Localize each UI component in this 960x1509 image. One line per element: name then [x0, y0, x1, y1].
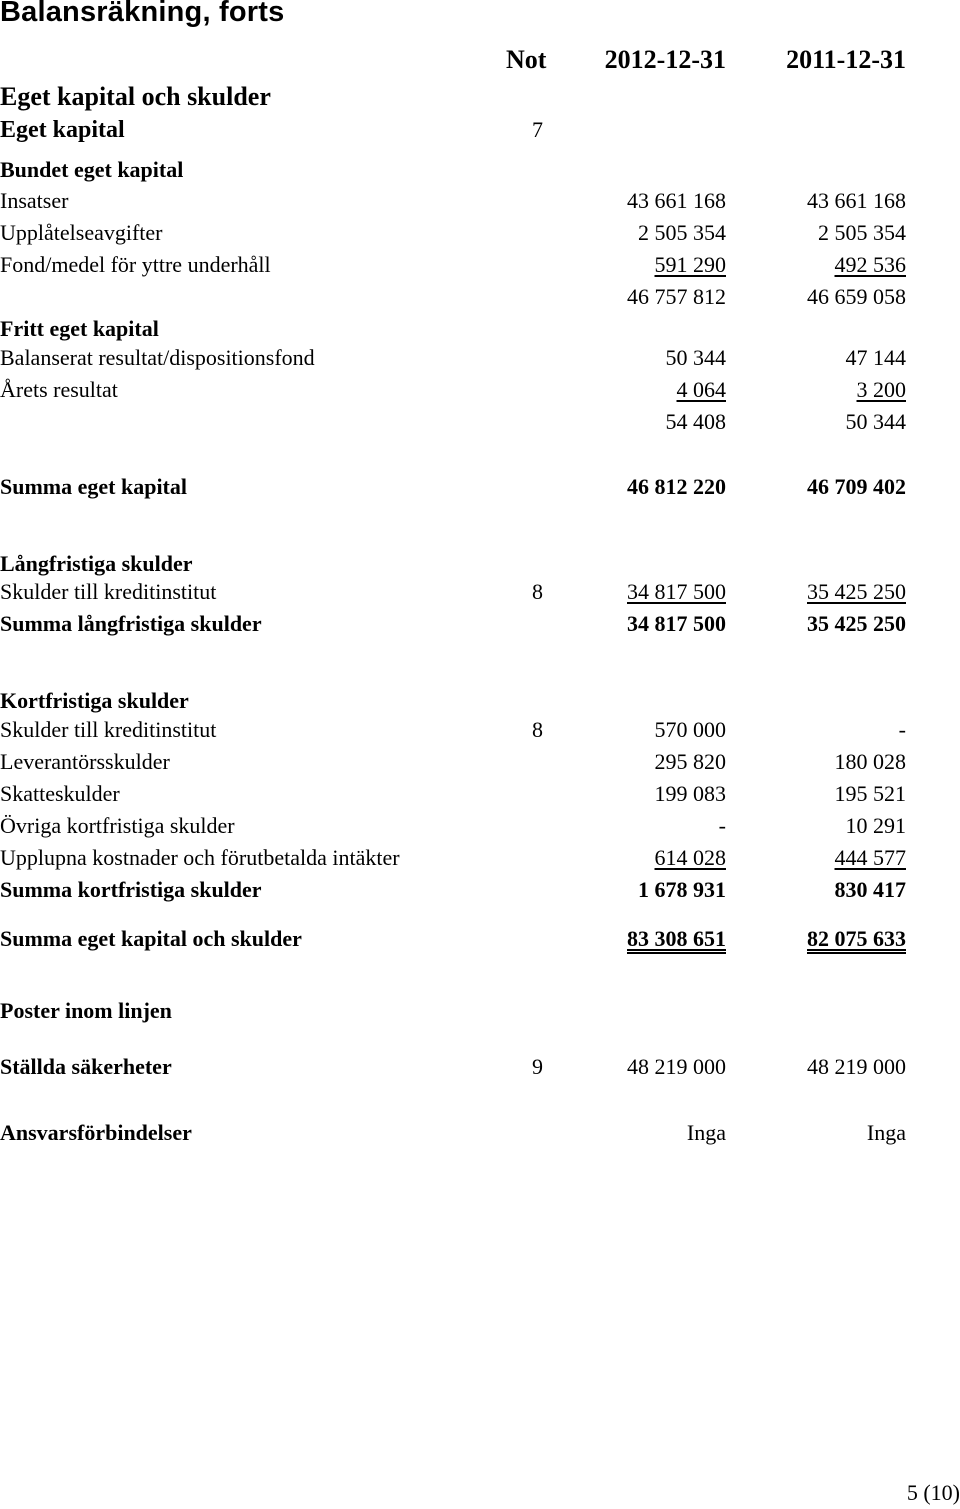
stallda-2012: 48 219 000 [627, 1054, 726, 1079]
subtotal-2011: 46 659 058 [807, 284, 906, 309]
table-row [0, 843, 960, 873]
subtotal-2011: 50 344 [845, 409, 906, 434]
row-value-2011: 492 536 [834, 252, 906, 277]
row-value-2011: 47 144 [845, 345, 906, 370]
poster-heading-row [0, 996, 960, 1026]
table-row [0, 250, 960, 280]
fritt-heading: Fritt eget kapital [0, 316, 159, 341]
subtotal-2012: 54 408 [665, 409, 726, 434]
summa-eget-kapital-label: Summa eget kapital [0, 474, 187, 499]
stallda-row [0, 1052, 960, 1082]
table-row [0, 218, 960, 248]
row-value-2012: 43 661 168 [627, 188, 726, 213]
table-row [0, 811, 960, 841]
stallda-not: 9 [532, 1054, 543, 1079]
row-label: Leverantörsskulder [0, 749, 170, 774]
row-label: Balanserat resultat/dispositionsfond [0, 345, 315, 370]
row-value-2011: 180 028 [834, 749, 906, 774]
column-header-row [0, 45, 960, 75]
column-header-not: Not [506, 45, 547, 74]
row-label: Årets resultat [0, 377, 118, 402]
ansvar-row [0, 1118, 960, 1148]
row-label: Upplåtelseavgifter [0, 220, 163, 245]
summa-eget-kapital-2012: 46 812 220 [627, 474, 726, 499]
summa-eget-kapital-row [0, 472, 960, 502]
summa-langfristiga-label: Summa långfristiga skulder [0, 611, 262, 636]
table-row [0, 375, 960, 405]
summa-total-2012: 83 308 651 [627, 926, 726, 951]
summa-langfristiga-2012: 34 817 500 [627, 611, 726, 636]
row-value-2011: 43 661 168 [807, 188, 906, 213]
summa-eget-kapital-2011: 46 709 402 [807, 474, 906, 499]
table-row [0, 779, 960, 809]
row-value-2011: - [898, 717, 906, 742]
subtotal-row [0, 407, 960, 437]
ansvar-2012: Inga [686, 1120, 726, 1145]
row-label: Skatteskulder [0, 781, 120, 806]
ansvar-label: Ansvarsförbindelser [0, 1120, 192, 1145]
section-title: Eget kapital och skulder [0, 82, 271, 111]
summa-langfristiga-row [0, 609, 960, 639]
summa-kortfristiga-2012: 1 678 931 [638, 877, 726, 902]
section-heading [0, 82, 960, 112]
table-row [0, 747, 960, 777]
row-value-2012: - [718, 813, 726, 838]
bundet-heading: Bundet eget kapital [0, 157, 184, 182]
row-value-2012: 199 083 [654, 781, 726, 806]
table-row [0, 715, 960, 745]
summa-total-row [0, 924, 960, 954]
eget-kapital-row [0, 115, 960, 145]
row-value-2011: 2 505 354 [818, 220, 906, 245]
row-not: 8 [532, 579, 543, 604]
row-value-2012: 570 000 [654, 717, 726, 742]
row-label: Upplupna kostnader och förutbetalda intäkter [0, 845, 400, 870]
summa-langfristiga-2011: 35 425 250 [807, 611, 906, 636]
summa-kortfristiga-row [0, 875, 960, 905]
summa-total-label: Summa eget kapital och skulder [0, 926, 302, 951]
row-value-2012: 34 817 500 [627, 579, 726, 604]
page-title: Balansräkning, forts [0, 0, 285, 28]
row-value-2012: 591 290 [654, 252, 726, 277]
column-header-2012: 2012-12-31 [604, 45, 726, 74]
langfristiga-heading-row [0, 549, 960, 579]
ansvar-2011: Inga [866, 1120, 906, 1145]
kortfristiga-heading: Kortfristiga skulder [0, 688, 189, 713]
table-row [0, 343, 960, 373]
row-value-2011: 35 425 250 [807, 579, 906, 604]
summa-kortfristiga-2011: 830 417 [834, 877, 906, 902]
subtotal-2012: 46 757 812 [627, 284, 726, 309]
row-not: 8 [532, 717, 543, 742]
table-row [0, 186, 960, 216]
kortfristiga-heading-row [0, 686, 960, 716]
row-value-2012: 614 028 [654, 845, 726, 870]
row-value-2011: 10 291 [845, 813, 906, 838]
summa-kortfristiga-label: Summa kortfristiga skulder [0, 877, 262, 902]
poster-heading: Poster inom linjen [0, 998, 172, 1023]
subtotal-row [0, 282, 960, 312]
langfristiga-heading: Långfristiga skulder [0, 551, 193, 576]
row-value-2011: 3 200 [856, 377, 906, 402]
table-row [0, 577, 960, 607]
row-value-2011: 195 521 [834, 781, 906, 806]
summa-total-2011: 82 075 633 [807, 926, 906, 951]
stallda-2011: 48 219 000 [807, 1054, 906, 1079]
column-header-2011: 2011-12-31 [786, 45, 906, 74]
row-value-2012: 2 505 354 [638, 220, 726, 245]
row-label: Skulder till kreditinstitut [0, 717, 217, 742]
stallda-label: Ställda säkerheter [0, 1054, 172, 1079]
fritt-heading-row [0, 314, 960, 344]
row-value-2011: 444 577 [834, 845, 906, 870]
row-value-2012: 4 064 [676, 377, 726, 402]
row-label: Insatser [0, 188, 69, 213]
row-value-2012: 50 344 [665, 345, 726, 370]
eget-kapital-label: Eget kapital [0, 117, 125, 143]
row-value-2012: 295 820 [654, 749, 726, 774]
eget-kapital-not: 7 [532, 117, 543, 142]
bundet-heading-row [0, 155, 960, 185]
row-label: Skulder till kreditinstitut [0, 579, 217, 604]
page-number: 5 (10) [906, 1480, 960, 1505]
row-label: Fond/medel för yttre underhåll [0, 252, 271, 277]
row-label: Övriga kortfristiga skulder [0, 813, 235, 838]
